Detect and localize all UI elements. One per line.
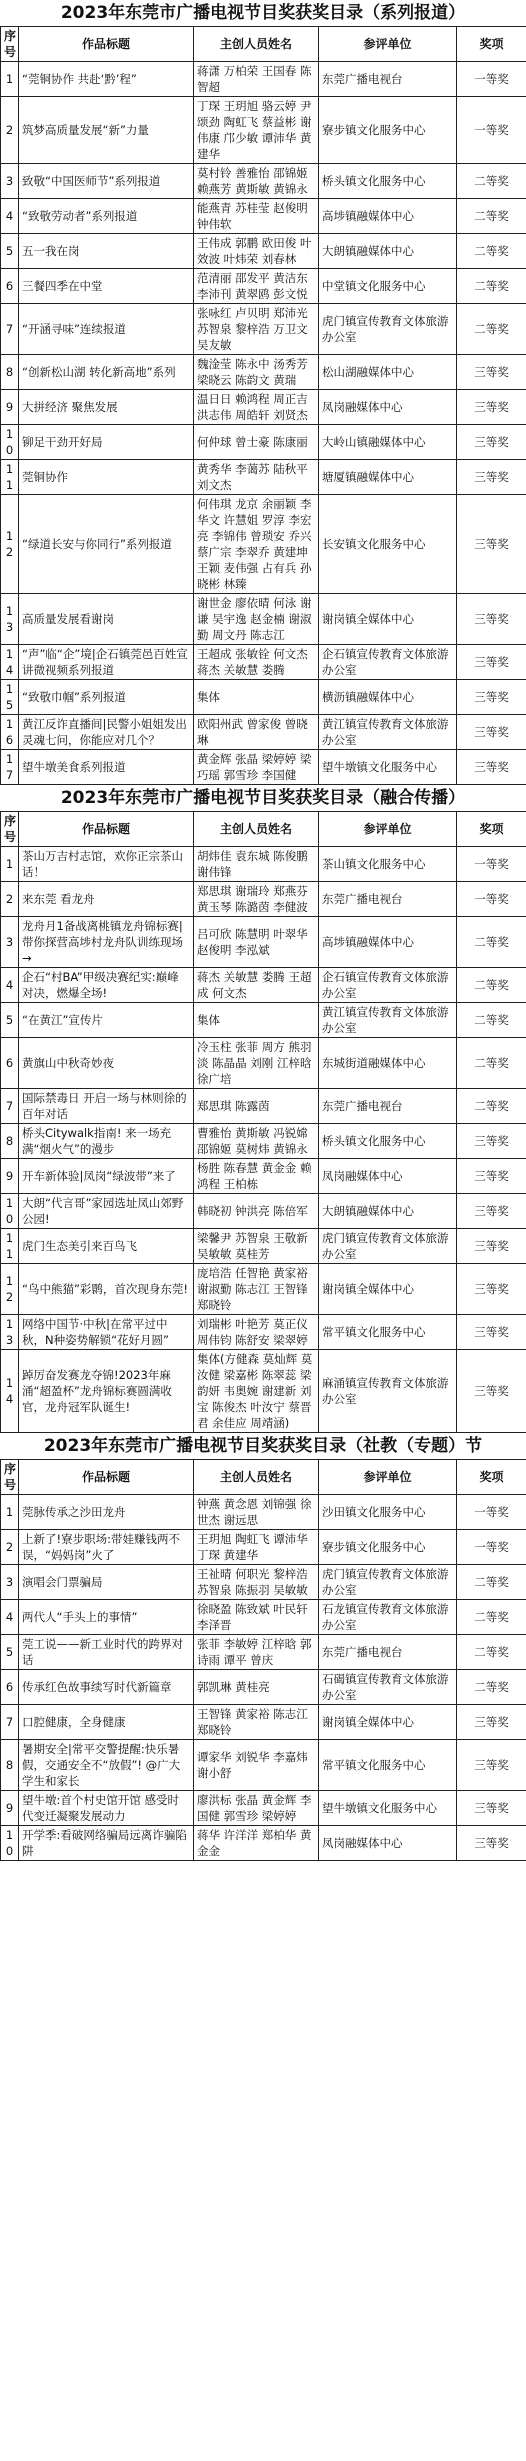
table-row — [1, 355, 526, 390]
entry-unit: 凤岗融媒体中心 — [319, 1826, 457, 1861]
work-title: 暑期安全|常平交警提醒:快乐暑假，交通安全不“放假”! @广大学生和家长 — [19, 1740, 194, 1791]
creator-names: 欧阳州武 曾家俊 曾晓琳 — [194, 715, 319, 750]
work-title: 黄旗山中秋奇妙夜 — [19, 1038, 194, 1089]
table-row — [1, 495, 526, 594]
work-title: 虎门生态美引来百鸟飞 — [19, 1229, 194, 1264]
table-row — [1, 1038, 526, 1089]
row-number: 4 — [1, 1600, 19, 1635]
entry-unit: 东莞广播电视台 — [319, 1089, 457, 1124]
creator-names: 黄秀华 李蔼苏 陆秋平 刘文杰 — [194, 460, 319, 495]
creator-names: 郑思琪 谢瑞玲 郑燕芬 黄玉琴 陈潞茵 李健波 — [194, 882, 319, 917]
entry-unit: 横沥镇融媒体中心 — [319, 680, 457, 715]
row-number: 8 — [1, 1124, 19, 1159]
row-number: 14 — [1, 645, 19, 680]
table-row — [1, 1530, 526, 1565]
award-level: 三等奖 — [457, 1350, 526, 1433]
entry-unit: 高埗镇融媒体中心 — [319, 917, 457, 968]
work-title: 莞工说——新工业时代的跨界对话 — [19, 1635, 194, 1670]
creator-names: 钟燕 黄念恩 刘锦强 徐世杰 谢远思 — [194, 1495, 319, 1530]
row-number: 6 — [1, 269, 19, 304]
entry-unit: 东城街道融媒体中心 — [319, 1038, 457, 1089]
row-number: 8 — [1, 1740, 19, 1791]
table-row — [1, 1089, 526, 1124]
row-number: 6 — [1, 1670, 19, 1705]
row-number: 3 — [1, 917, 19, 968]
table-row — [1, 1740, 526, 1791]
entry-unit: 东莞广播电视台 — [319, 882, 457, 917]
entry-unit: 谢岗镇全媒体中心 — [319, 594, 457, 645]
header-creators: 主创人员姓名 — [194, 1460, 319, 1495]
work-title: 筑梦高质量发展“新”力量 — [19, 97, 194, 164]
entry-unit: 企石镇宣传教育文体旅游办公室 — [319, 645, 457, 680]
creator-names: 能燕青 苏桂莹 赵俊明 钟伟软 — [194, 199, 319, 234]
award-level: 一等奖 — [457, 847, 526, 882]
award-level: 三等奖 — [457, 1229, 526, 1264]
award-level: 二等奖 — [457, 234, 526, 269]
work-title: 传承红色故事续写时代新篇章 — [19, 1670, 194, 1705]
entry-unit: 松山湖融媒体中心 — [319, 355, 457, 390]
entry-unit: 望牛墩镇文化服务中心 — [319, 750, 457, 785]
row-number: 1 — [1, 1495, 19, 1530]
row-number: 9 — [1, 390, 19, 425]
creator-names: 蒋潇 万柏荣 王国春 陈智超 — [194, 62, 319, 97]
work-title: 高质量发展看谢岗 — [19, 594, 194, 645]
row-number: 7 — [1, 1089, 19, 1124]
table-row — [1, 62, 526, 97]
row-number: 3 — [1, 1565, 19, 1600]
table-row — [1, 1565, 526, 1600]
work-title: 口腔健康，全身健康 — [19, 1705, 194, 1740]
award-level: 三等奖 — [457, 425, 526, 460]
work-title: “鸟中熊猫”彩鹮，首次现身东莞! — [19, 1264, 194, 1315]
creator-names: 徐晓盈 陈致斌 叶民轩 李泽晋 — [194, 1600, 319, 1635]
award-level: 二等奖 — [457, 1089, 526, 1124]
work-title: 龙舟月1备战离桃镇龙舟锦标赛|带你探营高埗村龙舟队训练现场→ — [19, 917, 194, 968]
work-title: 上新了!寮步职场:带娃赚钱两不误，“妈妈岗”火了 — [19, 1530, 194, 1565]
entry-unit: 黄江镇宣传教育文体旅游办公室 — [319, 1003, 457, 1038]
row-number: 13 — [1, 594, 19, 645]
work-title: 茶山万吉村志馆，欢你正宗茶山话！ — [19, 847, 194, 882]
creator-names: 莫村铃 善雅怡 邵锦姬 赖燕芳 黄斯敏 黄锦永 — [194, 164, 319, 199]
entry-unit: 中堂镇文化服务中心 — [319, 269, 457, 304]
row-number: 15 — [1, 680, 19, 715]
row-number: 9 — [1, 1159, 19, 1194]
work-title: 开车新体验|凤岗“绿波带”来了 — [19, 1159, 194, 1194]
award-level: 二等奖 — [457, 1003, 526, 1038]
header-unit: 参评单位 — [319, 1460, 457, 1495]
table-row — [1, 1826, 526, 1861]
work-title: 黄江反诈直播间|民警小姐姐发出灵魂七问，你能应对几个？ — [19, 715, 194, 750]
award-level: 三等奖 — [457, 355, 526, 390]
award-level: 三等奖 — [457, 715, 526, 750]
award-level: 二等奖 — [457, 1038, 526, 1089]
entry-unit: 常平镇文化服务中心 — [319, 1315, 457, 1350]
row-number: 10 — [1, 1194, 19, 1229]
entry-unit: 东莞广播电视台 — [319, 62, 457, 97]
entry-unit: 虎门镇宣传教育文体旅游办公室 — [319, 304, 457, 355]
section-title: 2023年东莞市广播电视节目奖获奖目录（社教（专题）节 — [43, 1436, 483, 1456]
header-award: 奖项 — [457, 27, 526, 62]
creator-names: 刘瑞彬 叶艳芳 莫正仪 周伟钧 陈舒安 梁翠婷 — [194, 1315, 319, 1350]
header-no: 序号 — [1, 27, 19, 62]
creator-names: 蒋华 许洋洋 郑柏华 黄金金 — [194, 1826, 319, 1861]
award-level: 二等奖 — [457, 1565, 526, 1600]
table-row — [1, 97, 526, 164]
table-row — [1, 1635, 526, 1670]
row-number: 10 — [1, 425, 19, 460]
work-title: 演唱会门票骗局 — [19, 1565, 194, 1600]
entry-unit: 塘厦镇融媒体中心 — [319, 460, 457, 495]
award-level: 一等奖 — [457, 882, 526, 917]
row-number: 11 — [1, 1229, 19, 1264]
table-row — [1, 917, 526, 968]
entry-unit: 黄江镇宣传教育文体旅游办公室 — [319, 715, 457, 750]
row-number: 12 — [1, 495, 19, 594]
creator-names: 王玥旭 陶虹飞 谭沛华 丁琛 黄建华 — [194, 1530, 319, 1565]
row-number: 4 — [1, 968, 19, 1003]
creator-names: 何伟琪 龙京 余丽颖 李华文 许慧姐 罗淳 李宏亮 李锦伟 曾琐安 乔兴 蔡广宗 李翠乔 黄建坤 王颖 麦伟强 占有兵 孙晓彬 林臻 — [194, 495, 319, 594]
award-level: 二等奖 — [457, 968, 526, 1003]
table-row — [1, 1315, 526, 1350]
creator-names: 王伟成 郭鹏 欧田俊 叶效波 叶炜荣 刘春林 — [194, 234, 319, 269]
work-title: “致敬劳动者”系列报道 — [19, 199, 194, 234]
entry-unit: 寮步镇文化服务中心 — [319, 97, 457, 164]
work-title: 国际禁毒日 开启一场与林则徐的百年对话 — [19, 1089, 194, 1124]
creator-names: 曹雅怡 黄斯敏 冯锐嫦 邵锦姬 莫树炜 黄锦永 — [194, 1124, 319, 1159]
table-row — [1, 1705, 526, 1740]
creator-names: 王超成 张敏铨 何文杰 蒋杰 关敏慧 娄腾 — [194, 645, 319, 680]
table-row — [1, 1159, 526, 1194]
award-level: 三等奖 — [457, 1159, 526, 1194]
work-title: “在黄江”宣传片 — [19, 1003, 194, 1038]
header-title: 作品标题 — [19, 27, 194, 62]
entry-unit: 麻涌镇宣传教育文体旅游办公室 — [319, 1350, 457, 1433]
creator-names: 温日日 赖鸿程 周正吉 洪志伟 周皓轩 刘贤杰 — [194, 390, 319, 425]
table-row — [1, 1264, 526, 1315]
entry-unit: 常平镇文化服务中心 — [319, 1740, 457, 1791]
entry-unit: 大朗镇融媒体中心 — [319, 234, 457, 269]
creator-names: 胡炜佳 袁东城 陈俊鹏 谢伟锋 — [194, 847, 319, 882]
award-level: 三等奖 — [457, 460, 526, 495]
award-level: 三等奖 — [457, 645, 526, 680]
row-number: 1 — [1, 62, 19, 97]
entry-unit: 长安镇文化服务中心 — [319, 495, 457, 594]
table-row — [1, 645, 526, 680]
work-title: “致敬巾帼”系列报道 — [19, 680, 194, 715]
entry-unit: 高埗镇融媒体中心 — [319, 199, 457, 234]
creator-names: 集体 — [194, 680, 319, 715]
entry-unit: 谢岗镇全媒体中心 — [319, 1705, 457, 1740]
table-row — [1, 1670, 526, 1705]
creator-names: 张菲 李敏婷 江梓晗 郭诗雨 谭平 曾庆 — [194, 1635, 319, 1670]
work-title: “开涵寻味”连续报道 — [19, 304, 194, 355]
row-number: 2 — [1, 1530, 19, 1565]
row-number: 17 — [1, 750, 19, 785]
row-number: 2 — [1, 882, 19, 917]
creator-names: 谢世金 廖依晴 何泳 谢谦 吴宇逸 赵金楠 谢淑勤 周文丹 陈志江 — [194, 594, 319, 645]
award-level: 二等奖 — [457, 1670, 526, 1705]
header-no: 序号 — [1, 812, 19, 847]
work-title: “创新松山湖 转化新高地”系列 — [19, 355, 194, 390]
entry-unit: 沙田镇文化服务中心 — [319, 1495, 457, 1530]
row-number: 5 — [1, 1635, 19, 1670]
award-level: 二等奖 — [457, 164, 526, 199]
award-level: 一等奖 — [457, 62, 526, 97]
work-title: 两代人“手头上的事情” — [19, 1600, 194, 1635]
row-number: 10 — [1, 1826, 19, 1861]
creator-names: 集体 — [194, 1003, 319, 1038]
entry-unit: 望牛墩镇文化服务中心 — [319, 1791, 457, 1826]
header-unit: 参评单位 — [319, 812, 457, 847]
table-row — [1, 847, 526, 882]
row-number: 7 — [1, 1705, 19, 1740]
award-level: 二等奖 — [457, 1635, 526, 1670]
award-table — [0, 811, 526, 1433]
creator-names: 王智锋 黄家裕 陈志江 郑晓铃 — [194, 1705, 319, 1740]
row-number: 6 — [1, 1038, 19, 1089]
award-level: 二等奖 — [457, 917, 526, 968]
work-title: 莞铜协作 — [19, 460, 194, 495]
entry-unit: 桥头镇文化服务中心 — [319, 1124, 457, 1159]
entry-unit: 企石镇宣传教育文体旅游办公室 — [319, 968, 457, 1003]
entry-unit: 大朗镇融媒体中心 — [319, 1194, 457, 1229]
award-level: 二等奖 — [457, 199, 526, 234]
row-number: 13 — [1, 1315, 19, 1350]
header-title: 作品标题 — [19, 1460, 194, 1495]
table-row — [1, 460, 526, 495]
table-row — [1, 1124, 526, 1159]
creator-names: 吕可欣 陈慧明 叶翠华 赵俊明 李泓斌 — [194, 917, 319, 968]
creator-names: 谭家华 刘锐华 李嘉炜 谢小舒 — [194, 1740, 319, 1791]
entry-unit: 大岭山镇融媒体中心 — [319, 425, 457, 460]
creator-names: 廖洪标 张晶 黄金辉 李国健 郭雪珍 梁婷婷 — [194, 1791, 319, 1826]
header-award: 奖项 — [457, 1460, 526, 1495]
entry-unit: 虎门镇宣传教育文体旅游办公室 — [319, 1565, 457, 1600]
award-level: 二等奖 — [457, 304, 526, 355]
entry-unit: 虎门镇宣传教育文体旅游办公室 — [319, 1229, 457, 1264]
table-row — [1, 269, 526, 304]
creator-names: 集体(方健森 莫灿辉 莫汝健 梁嘉彬 陈翠蕊 梁韵妍 韦奥婉 谢建新 刘宝 陈俊杰 叶汝宁 蔡晋君 余佳应 周靖涵) — [194, 1350, 319, 1433]
table-row — [1, 234, 526, 269]
work-title: 开学季:看破网络骗局远离诈骗陷阱 — [19, 1826, 194, 1861]
award-level: 二等奖 — [457, 269, 526, 304]
creator-names: 庞培浩 任智艳 黄家裕 谢淑勤 陈志江 王智锋 郑晓铃 — [194, 1264, 319, 1315]
creator-names: 郭凯琳 黄桂亮 — [194, 1670, 319, 1705]
work-title: 望牛墩:首个村史馆开馆 感受时代变迁凝聚发展动力 — [19, 1791, 194, 1826]
work-title: 大拼经济 聚焦发展 — [19, 390, 194, 425]
work-title: “绿道长安与你同行”系列报道 — [19, 495, 194, 594]
table-row — [1, 199, 526, 234]
table-row — [1, 1495, 526, 1530]
table-header-row — [1, 812, 526, 847]
entry-unit: 东莞广播电视台 — [319, 1635, 457, 1670]
award-level: 一等奖 — [457, 1495, 526, 1530]
work-title: “莞铜协作 共赴‘黔’程” — [19, 62, 194, 97]
table-header-row — [1, 27, 526, 62]
table-row — [1, 1194, 526, 1229]
table-row — [1, 1600, 526, 1635]
award-level: 三等奖 — [457, 1740, 526, 1791]
creator-names: 王祉晴 何职光 黎梓浩 苏智泉 陈振羽 吴敏敏 — [194, 1565, 319, 1600]
creator-names: 郑思琪 陈露茵 — [194, 1089, 319, 1124]
award-level: 三等奖 — [457, 750, 526, 785]
table-header-row — [1, 1460, 526, 1495]
entry-unit: 石龙镇宣传教育文体旅游办公室 — [319, 1600, 457, 1635]
creator-names: 蒋杰 关敏慧 娄腾 王超成 何文杰 — [194, 968, 319, 1003]
award-level: 三等奖 — [457, 1705, 526, 1740]
entry-unit: 谢岗镇全媒体中心 — [319, 1264, 457, 1315]
creator-names: 黄金辉 张晶 梁婷婷 梁巧瑶 郭雪珍 李国健 — [194, 750, 319, 785]
award-level: 三等奖 — [457, 1826, 526, 1861]
table-row — [1, 390, 526, 425]
award-level: 三等奖 — [457, 495, 526, 594]
work-title: 五一我在岗 — [19, 234, 194, 269]
creator-names: 丁琛 王玥旭 骆云婷 尹颂劲 陶虹飞 蔡益彬 谢伟康 邝少敏 谭沛华 黄建华 — [194, 97, 319, 164]
work-title: “声”临“企”境|企石镇莞邑百姓宣讲微视频系列报道 — [19, 645, 194, 680]
award-level: 三等奖 — [457, 1124, 526, 1159]
row-number: 3 — [1, 164, 19, 199]
header-award: 奖项 — [457, 812, 526, 847]
award-level: 三等奖 — [457, 390, 526, 425]
award-level: 三等奖 — [457, 1791, 526, 1826]
row-number: 1 — [1, 847, 19, 882]
award-level: 一等奖 — [457, 97, 526, 164]
award-level: 三等奖 — [457, 1194, 526, 1229]
table-row — [1, 1350, 526, 1433]
creator-names: 杨胜 陈春慧 黄金金 赖鸿程 王柏栋 — [194, 1159, 319, 1194]
row-number: 14 — [1, 1350, 19, 1433]
table-row — [1, 1791, 526, 1826]
award-level: 二等奖 — [457, 1600, 526, 1635]
entry-unit: 石碣镇宣传教育文体旅游办公室 — [319, 1670, 457, 1705]
work-title: 桥头Citywalk指南! 来一场充满“烟火气”的漫步 — [19, 1124, 194, 1159]
row-number: 4 — [1, 199, 19, 234]
section-title: 2023年东莞市广播电视节目奖获奖目录（融合传播） — [60, 788, 466, 808]
award-level: 三等奖 — [457, 594, 526, 645]
row-number: 8 — [1, 355, 19, 390]
row-number: 5 — [1, 234, 19, 269]
row-number: 5 — [1, 1003, 19, 1038]
header-unit: 参评单位 — [319, 27, 457, 62]
header-title: 作品标题 — [19, 812, 194, 847]
work-title: 大朗“代言哥”家园选址凤山郊野公园! — [19, 1194, 194, 1229]
creator-names: 冷玉柱 张菲 周方 熊羽淡 陈晶晶 刘刚 江梓晗 徐广培 — [194, 1038, 319, 1089]
table-row — [1, 882, 526, 917]
work-title: 致敬“中国医师节”系列报道 — [19, 164, 194, 199]
work-title: 企石“村BA”甲级决赛纪实:巅峰对决，燃爆全场! — [19, 968, 194, 1003]
creator-names: 张咏红 卢贝明 郑沛光 苏智泉 黎梓浩 万卫文 吴友敏 — [194, 304, 319, 355]
table-row — [1, 680, 526, 715]
work-title: 望牛墩美食系列报道 — [19, 750, 194, 785]
creator-names: 魏淦莹 陈永中 汤秀芳 梁晓云 陈韵文 黄瑞 — [194, 355, 319, 390]
award-level: 三等奖 — [457, 1264, 526, 1315]
table-row — [1, 594, 526, 645]
row-number: 9 — [1, 1791, 19, 1826]
award-level: 三等奖 — [457, 1315, 526, 1350]
header-creators: 主创人员姓名 — [194, 27, 319, 62]
row-number: 7 — [1, 304, 19, 355]
table-row — [1, 1003, 526, 1038]
award-level: 三等奖 — [457, 680, 526, 715]
creator-names: 梁馨尹 苏智泉 王敬新 吴敏敏 莫桂芳 — [194, 1229, 319, 1264]
table-row — [1, 715, 526, 750]
work-title: 三餐四季在中堂 — [19, 269, 194, 304]
creator-names: 何仲球 曾士豪 陈康丽 — [194, 425, 319, 460]
entry-unit: 桥头镇文化服务中心 — [319, 164, 457, 199]
entry-unit: 寮步镇文化服务中心 — [319, 1530, 457, 1565]
row-number: 16 — [1, 715, 19, 750]
award-table — [0, 26, 526, 785]
row-number: 11 — [1, 460, 19, 495]
work-title: 铆足干劲开好局 — [19, 425, 194, 460]
creator-names: 范清丽 邵发平 黄洁东 李沛刊 黄翠鸥 彭文悦 — [194, 269, 319, 304]
table-row — [1, 1229, 526, 1264]
entry-unit: 凤岗融媒体中心 — [319, 1159, 457, 1194]
table-row — [1, 425, 526, 460]
section-title: 2023年东莞市广播电视节目奖获奖目录（系列报道） — [60, 3, 466, 23]
entry-unit: 凤岗融媒体中心 — [319, 390, 457, 425]
table-row — [1, 968, 526, 1003]
work-title: 莞脉传承之沙田龙舟 — [19, 1495, 194, 1530]
table-row — [1, 750, 526, 785]
row-number: 12 — [1, 1264, 19, 1315]
row-number: 2 — [1, 97, 19, 164]
award-table — [0, 1459, 526, 1861]
entry-unit: 茶山镇文化服务中心 — [319, 847, 457, 882]
table-row — [1, 304, 526, 355]
work-title: 来东莞 看龙舟 — [19, 882, 194, 917]
work-title: 网络中国节·中秋|在常平过中秋，N种姿势解锁“花好月圆” — [19, 1315, 194, 1350]
header-no: 序号 — [1, 1460, 19, 1495]
creator-names: 韩晓初 钟洪亮 陈倍军 — [194, 1194, 319, 1229]
award-level: 一等奖 — [457, 1530, 526, 1565]
table-row — [1, 164, 526, 199]
header-creators: 主创人员姓名 — [194, 812, 319, 847]
work-title: 踔厉奋发赛龙夺锦!2023年麻涌“超盈杯”龙舟锦标赛圆满收官，龙舟冠军队诞生! — [19, 1350, 194, 1433]
